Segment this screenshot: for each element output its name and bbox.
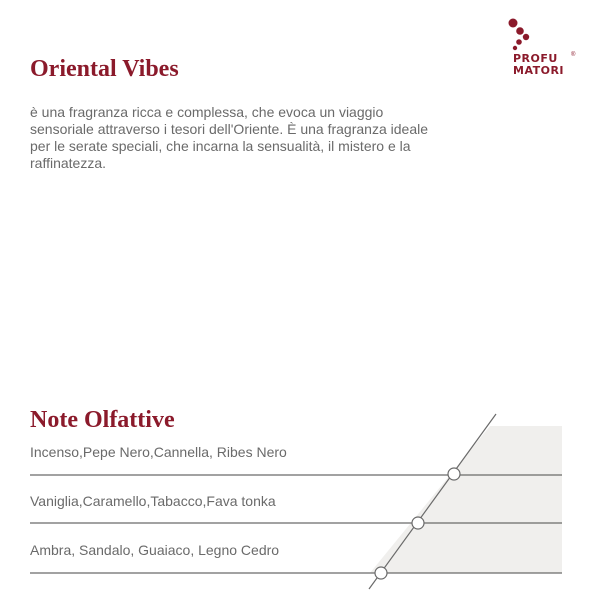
diagram-shaded-area xyxy=(370,426,562,573)
heart-notes: Vaniglia,Caramello,Tabacco,Fava tonka xyxy=(30,493,276,509)
note-marker-2 xyxy=(412,517,424,529)
logo-line-1: PROFU xyxy=(513,52,558,65)
note-marker-3 xyxy=(375,567,387,579)
logo-line-2: MATORI xyxy=(513,64,565,77)
registered-mark: ® xyxy=(571,52,576,58)
note-marker-1 xyxy=(448,468,460,480)
base-notes: Ambra, Sandalo, Guaiaco, Legno Cedro xyxy=(30,542,280,558)
top-notes: Incenso,Pepe Nero,Cannella, Ribes Nero xyxy=(30,444,287,460)
fragrance-description: è una fragranza ricca e complessa, che evoca un viaggio sensoriale attraverso i tesori dell'Oriente. È una fragranza ideale per le serate speciali, che incarna la sensualità, il mistero e la raffinatezza. xyxy=(30,104,428,171)
page-title: Oriental Vibes xyxy=(30,56,179,82)
notes-title: Note Olfattive xyxy=(30,407,175,433)
